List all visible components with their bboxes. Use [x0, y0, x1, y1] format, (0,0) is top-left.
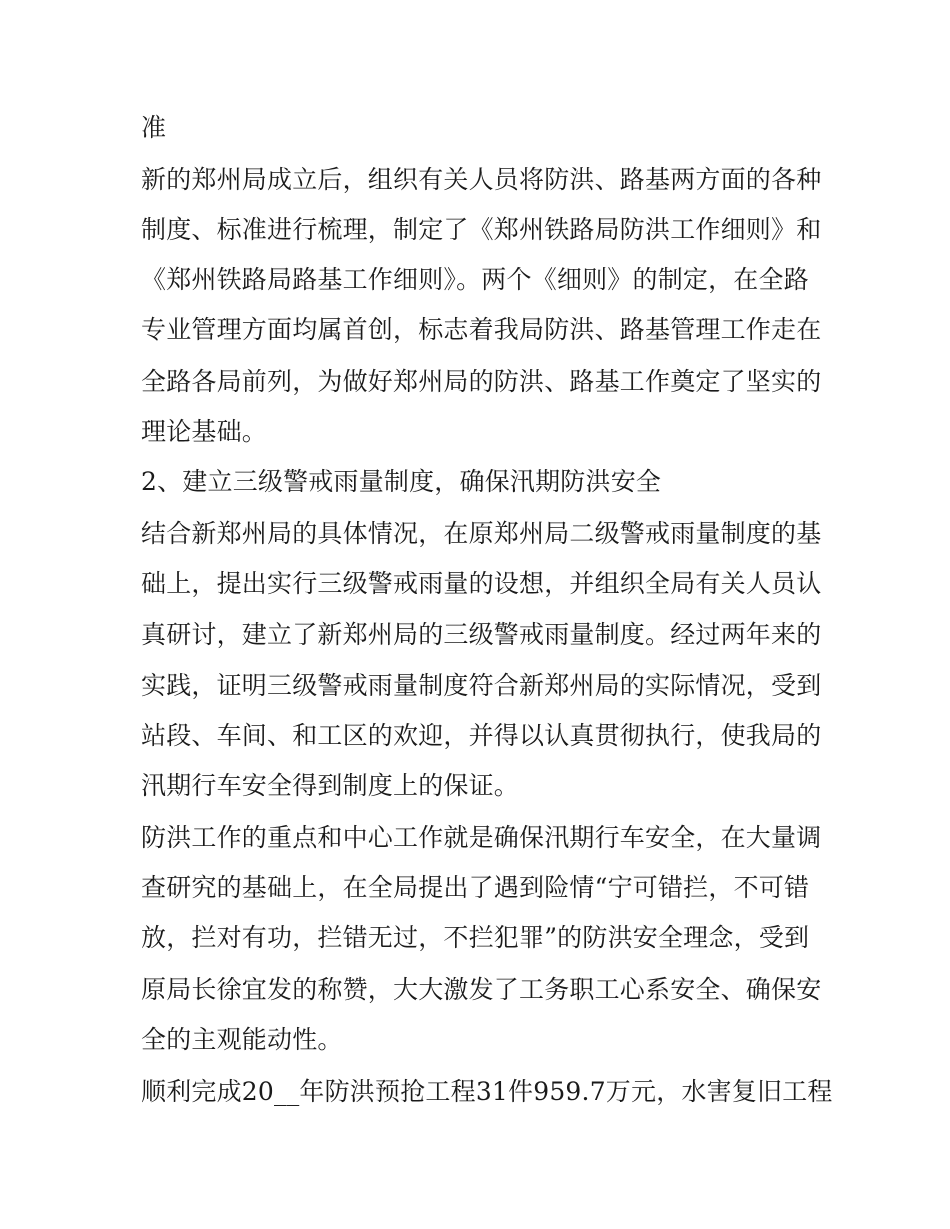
- section-heading: 2、建立三级警戒雨量制度，确保汛期防洪安全: [141, 467, 662, 496]
- text-line: 新的郑州局成立后，组织有关人员将防洪、路基两方面的各种: [141, 165, 822, 194]
- text-line: 真研讨，建立了新郑州局的三级警戒雨量制度。经过两年来的: [141, 620, 822, 649]
- text-line: 全路各局前列，为做好郑州局的防洪、路基工作奠定了坚实的: [141, 367, 822, 396]
- text-line: 础上，提出实行三级警戒雨量的设想，并组织全局有关人员认: [141, 569, 822, 598]
- text-line: 制度、标准进行梳理，制定了《郑州铁路局防洪工作细则》和: [141, 215, 822, 244]
- text-line: 理论基础。: [141, 417, 268, 446]
- text-line: 实践，证明三级警戒雨量制度符合新郑州局的实际情况，受到: [141, 671, 822, 700]
- text-line: 《郑州铁路局路基工作细则》。两个《细则》的制定，在全路: [141, 265, 809, 294]
- text-line: 结合新郑州局的具体情况，在原郑州局二级警戒雨量制度的基: [141, 519, 822, 548]
- text-line: 原局长徐宜发的称赞，大大激发了工务职工心系安全、确保安: [141, 975, 822, 1004]
- text-line: 准: [141, 113, 167, 142]
- text-line: 专业管理方面均属首创，标志着我局防洪、路基管理工作走在: [141, 315, 822, 344]
- text-line: 站段、车间、和工区的欢迎，并得以认真贯彻执行，使我局的: [141, 721, 822, 750]
- text-line: 防洪工作的重点和中心工作就是确保汛期行车安全，在大量调: [141, 823, 822, 852]
- text-line: 汛期行车安全得到制度上的保证。: [141, 771, 520, 800]
- text-line: 放，拦对有功，拦错无过，不拦犯罪”的防洪安全理念，受到: [141, 923, 810, 952]
- text-line: 顺利完成20__年防洪预抢工程31件959.7万元，水害复旧工程: [141, 1077, 833, 1106]
- text-line: 全的主观能动性。: [141, 1025, 343, 1054]
- text-line: 查研究的基础上，在全局提出了遇到险情“宁可错拦，不可错: [141, 873, 810, 902]
